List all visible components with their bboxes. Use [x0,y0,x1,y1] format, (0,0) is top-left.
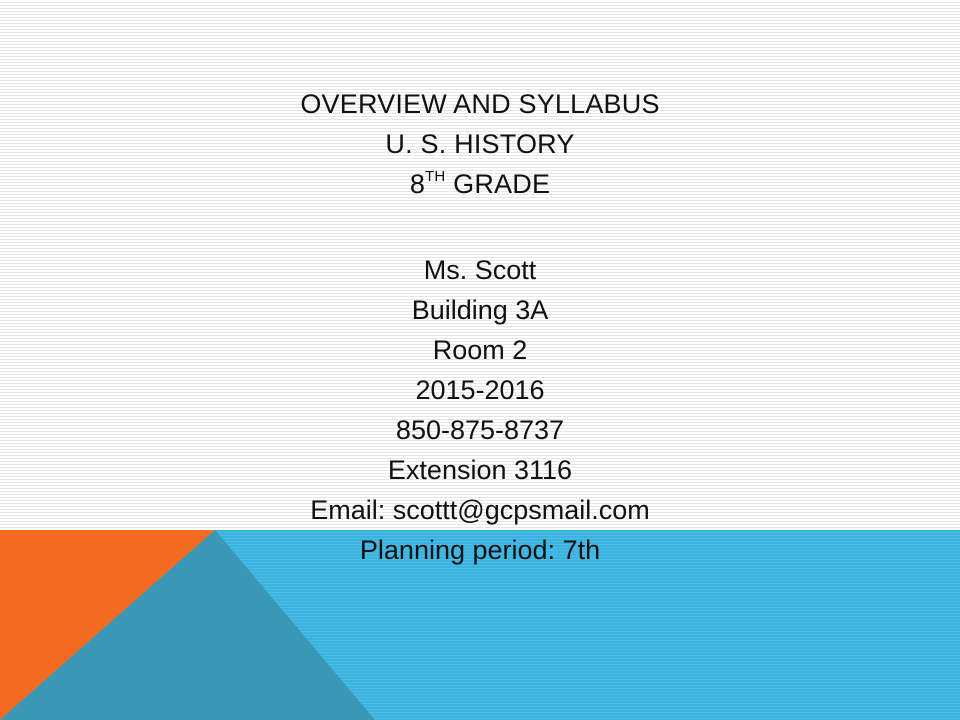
building: Building 3A [411,295,549,325]
planning-period: Planning period: 7th [359,535,601,565]
grade-word: GRADE [453,169,551,199]
title-line-1: OVERVIEW AND SYLLABUS [300,89,660,119]
title-line-2: U. S. HISTORY [385,129,575,159]
title-line-3 [0,164,960,204]
grade-number: 8 [409,169,426,199]
phone-number: 850-875-8737 [395,415,565,445]
slide-title [0,84,960,204]
email: Email: scottt@gcpsmail.com [310,495,650,525]
teacher-info [0,250,960,570]
grade-suffix: TH [425,168,446,185]
phone-extension: Extension 3116 [387,455,573,485]
room: Room 2 [432,335,528,365]
school-year: 2015-2016 [415,375,545,405]
teacher-name: Ms. Scott [423,255,537,285]
